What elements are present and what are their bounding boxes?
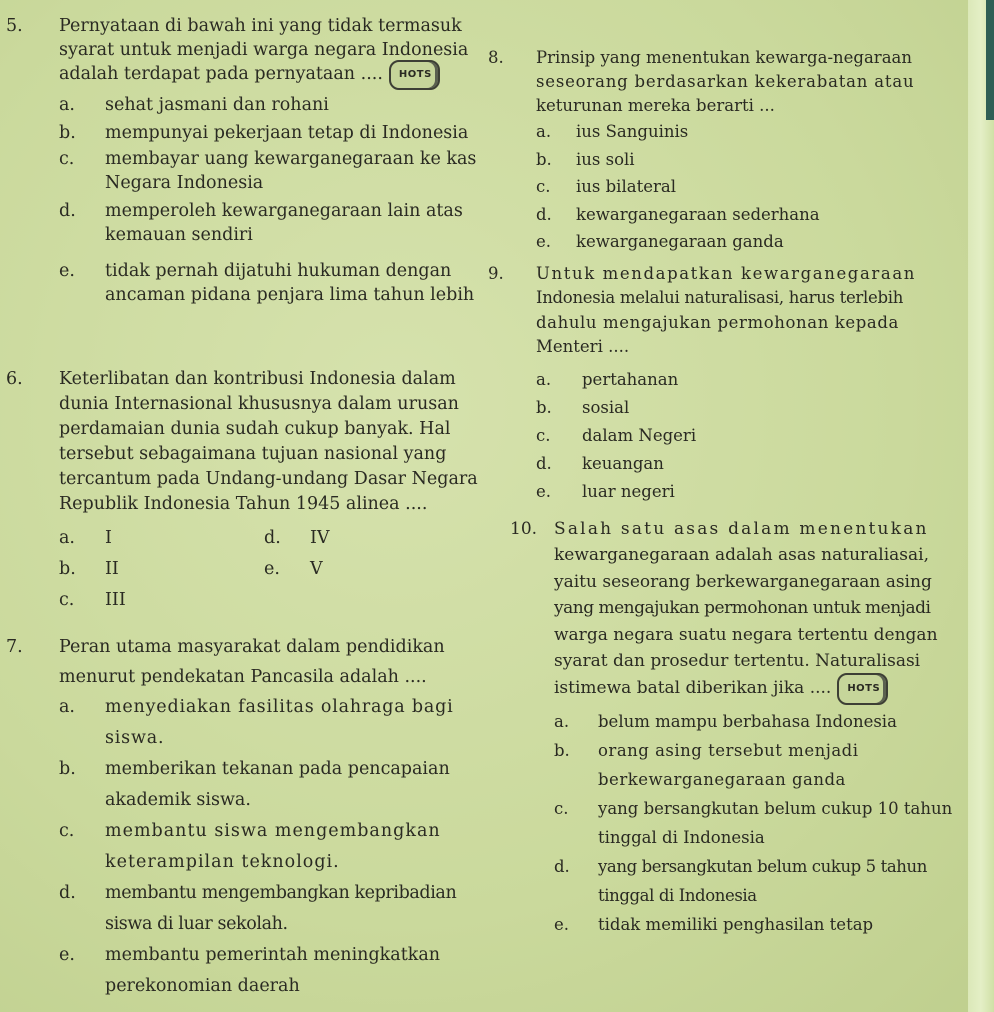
question-line: dahulu mengajukan permohonan kepada	[536, 312, 899, 332]
hots-badge: HOTS	[837, 673, 888, 706]
option-label: c.	[59, 821, 75, 841]
option-b[interactable]	[488, 736, 964, 794]
question-number: 5.	[6, 16, 23, 36]
question-line	[59, 62, 494, 92]
question-text	[536, 46, 964, 118]
question-text	[536, 262, 964, 360]
option-text: IV	[310, 528, 330, 548]
option-text: membantu siswa mengembangkan keterampilan teknologi.	[105, 821, 441, 872]
option-a[interactable]	[6, 92, 494, 120]
option-text: yang bersangkutan belum cukup 5 tahun tinggal di Indonesia	[598, 857, 927, 905]
option-b[interactable]	[488, 394, 964, 422]
question-line-text: istimewa batal diberikan jika ....	[554, 677, 832, 698]
question-line: Prinsip yang menentukan kewarga-negaraan	[536, 48, 912, 67]
option-label: b.	[59, 122, 76, 143]
option-b[interactable]	[488, 146, 964, 174]
option-e[interactable]	[246, 554, 446, 585]
option-label: c.	[59, 149, 75, 169]
question-line: Peran utama masyarakat dalam pendidikan	[59, 637, 445, 657]
question-line: perdamaian dunia sudah cukup banyak. Hal	[59, 419, 451, 439]
option-label: a.	[554, 712, 570, 731]
option-text: memperoleh kewarganegaraan lain atas kemauan sendiri	[105, 201, 463, 245]
option-label: a.	[59, 528, 75, 548]
page-edge-shadow	[986, 0, 994, 120]
question-text	[59, 14, 494, 92]
option-label: a.	[536, 122, 552, 141]
option-a[interactable]	[488, 118, 964, 146]
option-c[interactable]	[6, 585, 246, 616]
option-label: e.	[554, 915, 570, 934]
option-b[interactable]	[6, 754, 494, 816]
option-c[interactable]	[488, 173, 964, 201]
options-grid	[6, 523, 494, 616]
option-d[interactable]	[488, 201, 964, 229]
option-text: kewarganegaraan sederhana	[576, 204, 820, 224]
right-column	[488, 46, 964, 939]
option-text: III	[105, 590, 126, 610]
question-line: dunia Internasional khususnya dalam urusan	[59, 394, 459, 414]
question-line: syarat dan prosedur tertentu. Naturalisasi	[554, 651, 921, 671]
option-b[interactable]	[6, 554, 246, 585]
question-line: yang mengajukan permohonan untuk menjadi	[554, 598, 931, 618]
option-label: e.	[536, 232, 552, 251]
question-line: Salah satu asas dalam menentukan	[554, 518, 929, 539]
question-text	[59, 632, 494, 692]
option-c[interactable]	[6, 147, 494, 195]
option-label: b.	[554, 741, 570, 760]
option-e[interactable]	[488, 910, 964, 939]
option-d[interactable]	[246, 523, 446, 554]
question-line: Republik Indonesia Tahun 1945 alinea ....	[59, 494, 428, 514]
option-d[interactable]	[488, 450, 964, 478]
option-text: belum mampu berbahasa Indonesia	[598, 712, 897, 731]
question-line: tersebut sebagaimana tujuan nasional yang	[59, 444, 447, 464]
option-e[interactable]	[6, 259, 494, 307]
question-6	[6, 367, 494, 632]
question-line: seseorang berdasarkan kekerabatan atau	[536, 72, 915, 91]
option-text: luar negeri	[582, 481, 675, 501]
option-label: d.	[264, 528, 281, 548]
option-label: b.	[536, 149, 552, 169]
option-d[interactable]	[488, 852, 964, 910]
question-9	[488, 262, 964, 506]
option-label: d.	[536, 453, 552, 473]
option-text: mempunyai pekerjaan tetap di Indonesia	[105, 122, 469, 143]
question-line-text: adalah terdapat pada pernyataan ....	[59, 64, 383, 84]
question-7	[6, 632, 494, 1002]
option-a[interactable]	[6, 692, 494, 754]
option-text: membayar uang kewarganegaraan ke kas Negara Indonesia	[105, 149, 477, 193]
question-line: syarat untuk menjadi warga negara Indonesia	[59, 40, 469, 60]
question-number: 8.	[488, 48, 504, 67]
question-line: Keterlibatan dan kontribusi Indonesia dalam	[59, 369, 456, 389]
option-text: menyediakan fasilitas olahraga bagi siswa.	[105, 697, 454, 748]
option-text: sosial	[582, 397, 630, 417]
option-text: II	[105, 559, 119, 579]
question-line: warga negara suatu negara tertentu dengan	[554, 624, 938, 645]
option-c[interactable]	[6, 816, 494, 878]
option-text: membantu mengembangkan kepribadian siswa di luar sekolah.	[105, 883, 457, 934]
question-number: 10.	[510, 518, 538, 539]
option-label: e.	[264, 559, 280, 579]
question-line	[554, 675, 964, 708]
question-5	[6, 14, 494, 349]
option-label: e.	[536, 481, 552, 501]
question-10	[488, 516, 964, 940]
option-c[interactable]	[488, 794, 964, 852]
option-text: ius bilateral	[576, 177, 676, 196]
option-label: c.	[554, 799, 569, 818]
option-label: d.	[536, 204, 552, 224]
option-a[interactable]	[488, 366, 964, 394]
question-line: yaitu seseorang berkewarganegaraan asing	[554, 571, 932, 592]
question-line: Indonesia melalui naturalisasi, harus terlebih	[536, 288, 904, 307]
option-text: tidak pernah dijatuhi hukuman dengan ancaman pidana penjara lima tahun lebih	[105, 261, 475, 305]
question-text	[59, 367, 494, 517]
option-label: c.	[59, 590, 75, 610]
hots-badge: HOTS	[389, 60, 440, 90]
page-edge	[968, 0, 994, 1012]
option-e[interactable]	[488, 478, 964, 506]
option-label: d.	[554, 857, 570, 876]
option-c[interactable]	[488, 422, 964, 450]
option-a[interactable]	[488, 707, 964, 736]
option-text: kewarganegaraan ganda	[576, 232, 784, 251]
question-line: keturunan mereka berarti ...	[536, 96, 775, 115]
question-line: Untuk mendapatkan kewarganegaraan	[536, 263, 916, 283]
question-line: tercantum pada Undang-undang Dasar Negara	[59, 469, 478, 489]
question-line: Pernyataan di bawah ini yang tidak termasuk	[59, 16, 462, 36]
option-label: d.	[59, 201, 76, 221]
option-label: c.	[536, 177, 551, 196]
option-text: memberikan tekanan pada pencapaian akademik siswa.	[105, 759, 450, 810]
option-text: sehat jasmani dan rohani	[105, 95, 329, 115]
option-text: I	[105, 528, 112, 548]
question-text	[554, 516, 964, 708]
option-e[interactable]	[6, 940, 494, 1002]
option-text: tidak memiliki penghasilan tetap	[598, 915, 874, 934]
option-text: membantu pemerintah meningkatkan perekonomian daerah	[105, 945, 441, 996]
option-label: a.	[59, 697, 75, 717]
option-text: orang asing tersebut menjadi berkewarganegaraan ganda	[598, 741, 859, 789]
option-text: yang bersangkutan belum cukup 10 tahun tinggal di Indonesia	[598, 799, 953, 847]
question-8	[488, 46, 964, 256]
option-label: c.	[536, 425, 551, 445]
option-text: pertahanan	[582, 369, 679, 389]
left-column	[6, 14, 494, 1002]
question-line: Menteri ....	[536, 337, 630, 356]
option-text: ius Sanguinis	[576, 122, 689, 141]
option-text: keuangan	[582, 453, 664, 473]
option-label: e.	[59, 945, 75, 965]
option-label: a.	[59, 95, 75, 115]
option-e[interactable]	[488, 228, 964, 256]
option-label: b.	[536, 397, 552, 417]
option-label: a.	[536, 369, 552, 389]
option-d[interactable]	[6, 878, 494, 940]
option-text: dalam Negeri	[582, 425, 697, 445]
option-d[interactable]	[6, 199, 494, 247]
option-label: b.	[59, 559, 76, 579]
question-number: 7.	[6, 637, 23, 657]
question-line: menurut pendekatan Pancasila adalah ....	[59, 667, 427, 687]
question-number: 9.	[488, 263, 504, 283]
option-b[interactable]	[6, 120, 494, 148]
option-a[interactable]	[6, 523, 246, 554]
option-label: d.	[59, 883, 76, 903]
option-text: V	[310, 559, 323, 579]
option-label: e.	[59, 261, 75, 281]
option-label: b.	[59, 759, 76, 779]
question-line: kewarganegaraan adalah asas naturaliasai,	[554, 545, 930, 565]
option-text: ius soli	[576, 149, 635, 169]
question-number: 6.	[6, 369, 23, 389]
